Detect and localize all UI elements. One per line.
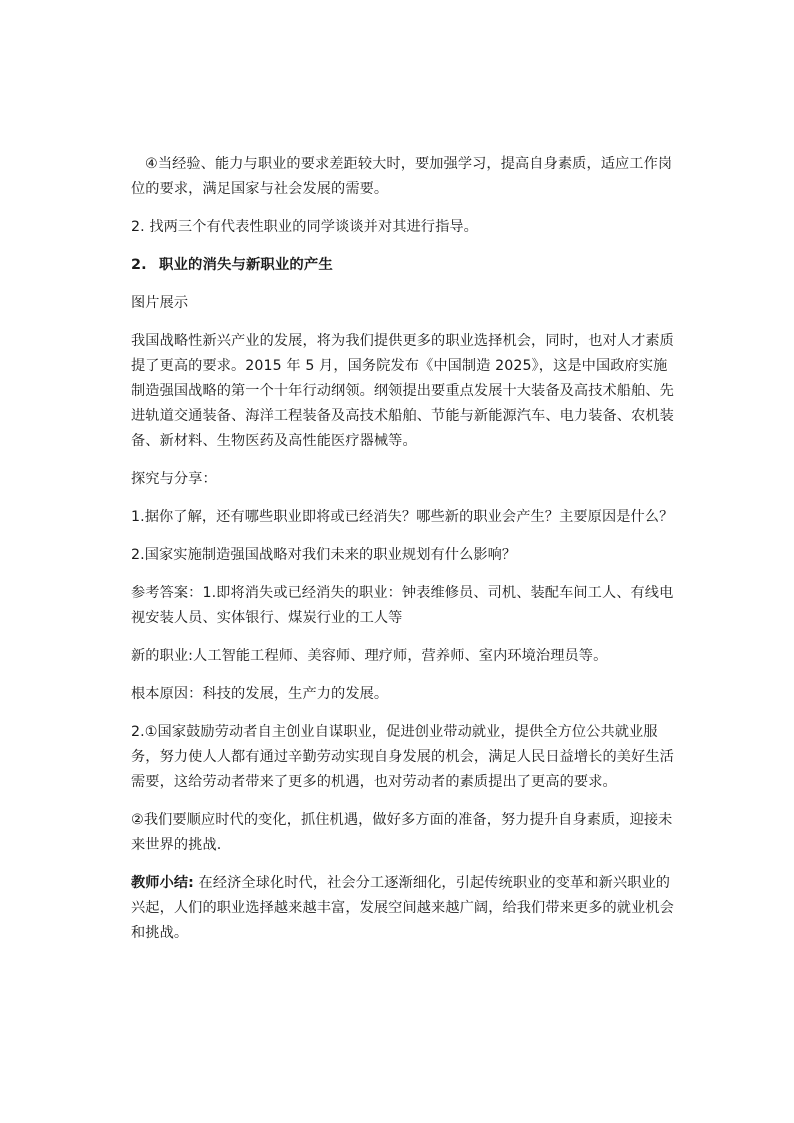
- paragraph-root-cause: 根本原因：科技的发展，生产力的发展。: [131, 686, 389, 702]
- section-heading-number: 2.: [131, 257, 147, 273]
- paragraph-explore-share: 探究与分享：: [131, 471, 217, 487]
- paragraph-question-2: 2.国家实施制造强国战略对我们未来的职业规划有什么影响？: [131, 547, 517, 563]
- paragraph-picture-show: 图片展示: [131, 295, 189, 311]
- paragraph-ability-gap: ④当经验、能力与职业的要求差距较大时，要加强学习，提高自身素质，适应工作岗位的要求，满足国家与社会发展的需要。: [131, 156, 673, 197]
- paragraph-answer-1: 参考答案：1.即将消失或已经消失的职业：钟表维修员、司机、装配车间工人、有线电视安装人员、实体银行、煤炭行业的工人等: [131, 585, 674, 626]
- teacher-summary-label: 教师小结:: [131, 875, 194, 891]
- paragraph-task-2: 2. 找两三个有代表性职业的同学谈谈并对其进行指导。: [131, 219, 478, 235]
- paragraph-new-jobs: 新的职业:人工智能工程师、美容师、理疗师，营养师、室内环境治理员等。: [131, 648, 608, 664]
- paragraph-answer-2b: ②我们要顺应时代的变化，抓住机遇，做好多方面的准备，努力提升自身素质，迎接未来世界的挑战.: [131, 812, 673, 853]
- section-heading: [131, 253, 676, 278]
- teacher-summary-text: 在经济全球化时代，社会分工逐渐细化，引起传统职业的变革和新兴职业的兴起，人们的职业选择越来越丰富，发展空间越来越广阔，给我们带来更多的就业机会和挑战。: [131, 875, 674, 941]
- paragraph-question-1: 1.据你了解，还有哪些职业即将或已经消失？哪些新的职业会产生？主要原因是什么？: [131, 509, 674, 525]
- paragraph-teacher-summary: [131, 871, 676, 946]
- paragraph-strategy: 我国战略性新兴产业的发展，将为我们提供更多的职业选择机会，同时，也对人才素质提了更高的要求。2015 年 5 月，国务院发布《中国制造 2025》，这是中国政府实施制造强国战略的第一个十年行动纲领。纲领提出要重点发展十大装备及高技术船舶、先进轨道交通装备、海洋工程装备及高技术船舶、节能与新能源汽车、电力装备、农机装备、新材料、生物医药及高性能医疗器械等。: [131, 333, 674, 449]
- section-heading-text: 职业的消失与新职业的产生: [159, 257, 333, 273]
- paragraph-answer-2a: 2.①国家鼓励劳动者自主创业自谋职业，促进创业带动就业，提供全方位公共就业服务，努力使人人都有通过辛勤劳动实现自身发展的机会，满足人民日益增长的美好生活需要，这给劳动者带来了更多的机遇，也对劳动者的素质提出了更高的要求。: [131, 724, 674, 790]
